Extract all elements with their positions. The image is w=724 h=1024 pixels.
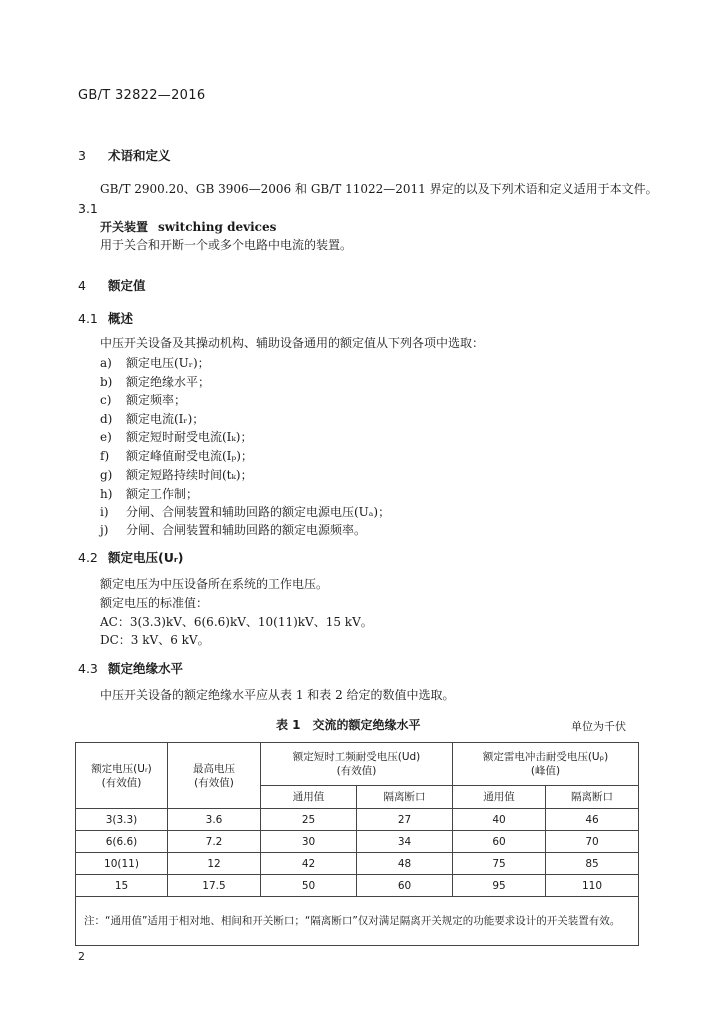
cell: 7.2 — [168, 831, 261, 853]
cell: 60 — [357, 875, 453, 897]
list-item: g) 额定短路持续时间(tₖ)； — [100, 468, 253, 482]
header-short-time-withstand: 额定短时工频耐受电压(Ud) (有效值) — [261, 743, 453, 786]
table-row — [76, 809, 639, 831]
section-3-intro: GB/T 2900.20、GB 3906—2006 和 GB/T 11022—2011 界定的以及下列术语和定义适用于本文件。 — [100, 182, 658, 196]
list-item: h) 额定工作制； — [100, 487, 199, 501]
cell: 17.5 — [168, 875, 261, 897]
term-number: 3.1 — [78, 201, 98, 216]
term-heading — [100, 218, 276, 235]
cell: 48 — [357, 853, 453, 875]
section-4-2-heading: 4.2 额定电压(Uᵣ) — [78, 550, 184, 565]
section-4-3-heading: 4.3 额定绝缘水平 — [78, 661, 184, 676]
header-rated-voltage: 额定电压(Uᵣ) (有效值) — [76, 743, 168, 809]
header-isolating-distance: 隔离断口 — [357, 786, 453, 809]
section-4-heading: 4 额定值 — [78, 278, 146, 293]
section-4-2-line: DC：3 kV、6 kV。 — [100, 633, 210, 647]
table-row — [76, 831, 639, 853]
table-caption: 表 1 交流的额定绝缘水平 — [276, 718, 421, 732]
insulation-level-table — [75, 742, 639, 946]
header-max-voltage: 最高电压 (有效值) — [168, 743, 261, 809]
section-4-2-line: 额定电压的标准值： — [100, 596, 209, 610]
section-4-2-line: AC：3(3.3)kV、6(6.6)kV、10(11)kV、15 kV。 — [100, 615, 373, 629]
cell: 3(3.3) — [76, 809, 168, 831]
cell: 40 — [453, 809, 546, 831]
cell: 25 — [261, 809, 357, 831]
cell: 46 — [546, 809, 639, 831]
cell: 3.6 — [168, 809, 261, 831]
cell: 42 — [261, 853, 357, 875]
list-item: d) 额定电流(Iᵣ)； — [100, 412, 205, 426]
cell: 6(6.6) — [76, 831, 168, 853]
cell: 15 — [76, 875, 168, 897]
cell: 12 — [168, 853, 261, 875]
list-item: c) 额定频率； — [100, 393, 187, 407]
header-common-value: 通用值 — [261, 786, 357, 809]
section-4-3-intro: 中压开关设备的额定绝缘水平应从表 1 和表 2 给定的数值中选取。 — [100, 688, 455, 702]
cell: 50 — [261, 875, 357, 897]
list-item: j) 分闸、合闸装置和辅助回路的额定电源频率。 — [100, 523, 367, 537]
term-definition: 用于关合和开断一个或多个电路中电流的装置。 — [100, 238, 353, 252]
document-header: GB/T 32822—2016 — [78, 88, 206, 103]
term-english: switching devices — [158, 220, 277, 234]
cell: 30 — [261, 831, 357, 853]
table-unit: 单位为千伏 — [571, 720, 626, 733]
header-lightning-impulse: 额定雷电冲击耐受电压(Uₚ) (峰值) — [453, 743, 639, 786]
cell: 10(11) — [76, 853, 168, 875]
section-4-2-line: 额定电压为中压设备所在系统的工作电压。 — [100, 577, 329, 591]
section-title: 术语和定义 — [108, 148, 171, 163]
header-common-value: 通用值 — [453, 786, 546, 809]
cell: 34 — [357, 831, 453, 853]
table-note: 注：“通用值”适用于相对地、相间和开关断口；“隔离断口”仅对满足隔离开关规定的功能要求设计的开关装置有效。 — [76, 897, 639, 946]
cell: 60 — [453, 831, 546, 853]
list-item: i) 分闸、合闸装置和辅助回路的额定电源电压(Uₐ)； — [100, 505, 391, 519]
page-number: 2 — [78, 950, 85, 963]
table-row — [76, 875, 639, 897]
term-chinese: 开关装置 — [100, 220, 149, 234]
table-row — [76, 853, 639, 875]
header-isolating-distance: 隔离断口 — [546, 786, 639, 809]
section-number: 3 — [78, 148, 86, 163]
cell: 95 — [453, 875, 546, 897]
cell: 85 — [546, 853, 639, 875]
section-4-1-intro: 中压开关设备及其操动机构、辅助设备通用的额定值从下列各项中选取： — [100, 336, 485, 350]
section-3-heading — [78, 146, 171, 164]
cell: 70 — [546, 831, 639, 853]
list-item: a) 额定电压(Uᵣ)； — [100, 356, 210, 370]
cell: 75 — [453, 853, 546, 875]
section-4-1-heading: 4.1 概述 — [78, 311, 134, 326]
cell: 27 — [357, 809, 453, 831]
list-item: f) 额定峰值耐受电流(Iₚ)； — [100, 449, 253, 463]
list-item: e) 额定短时耐受电流(Iₖ)； — [100, 430, 253, 444]
cell: 110 — [546, 875, 639, 897]
list-item: b) 额定绝缘水平； — [100, 375, 211, 389]
